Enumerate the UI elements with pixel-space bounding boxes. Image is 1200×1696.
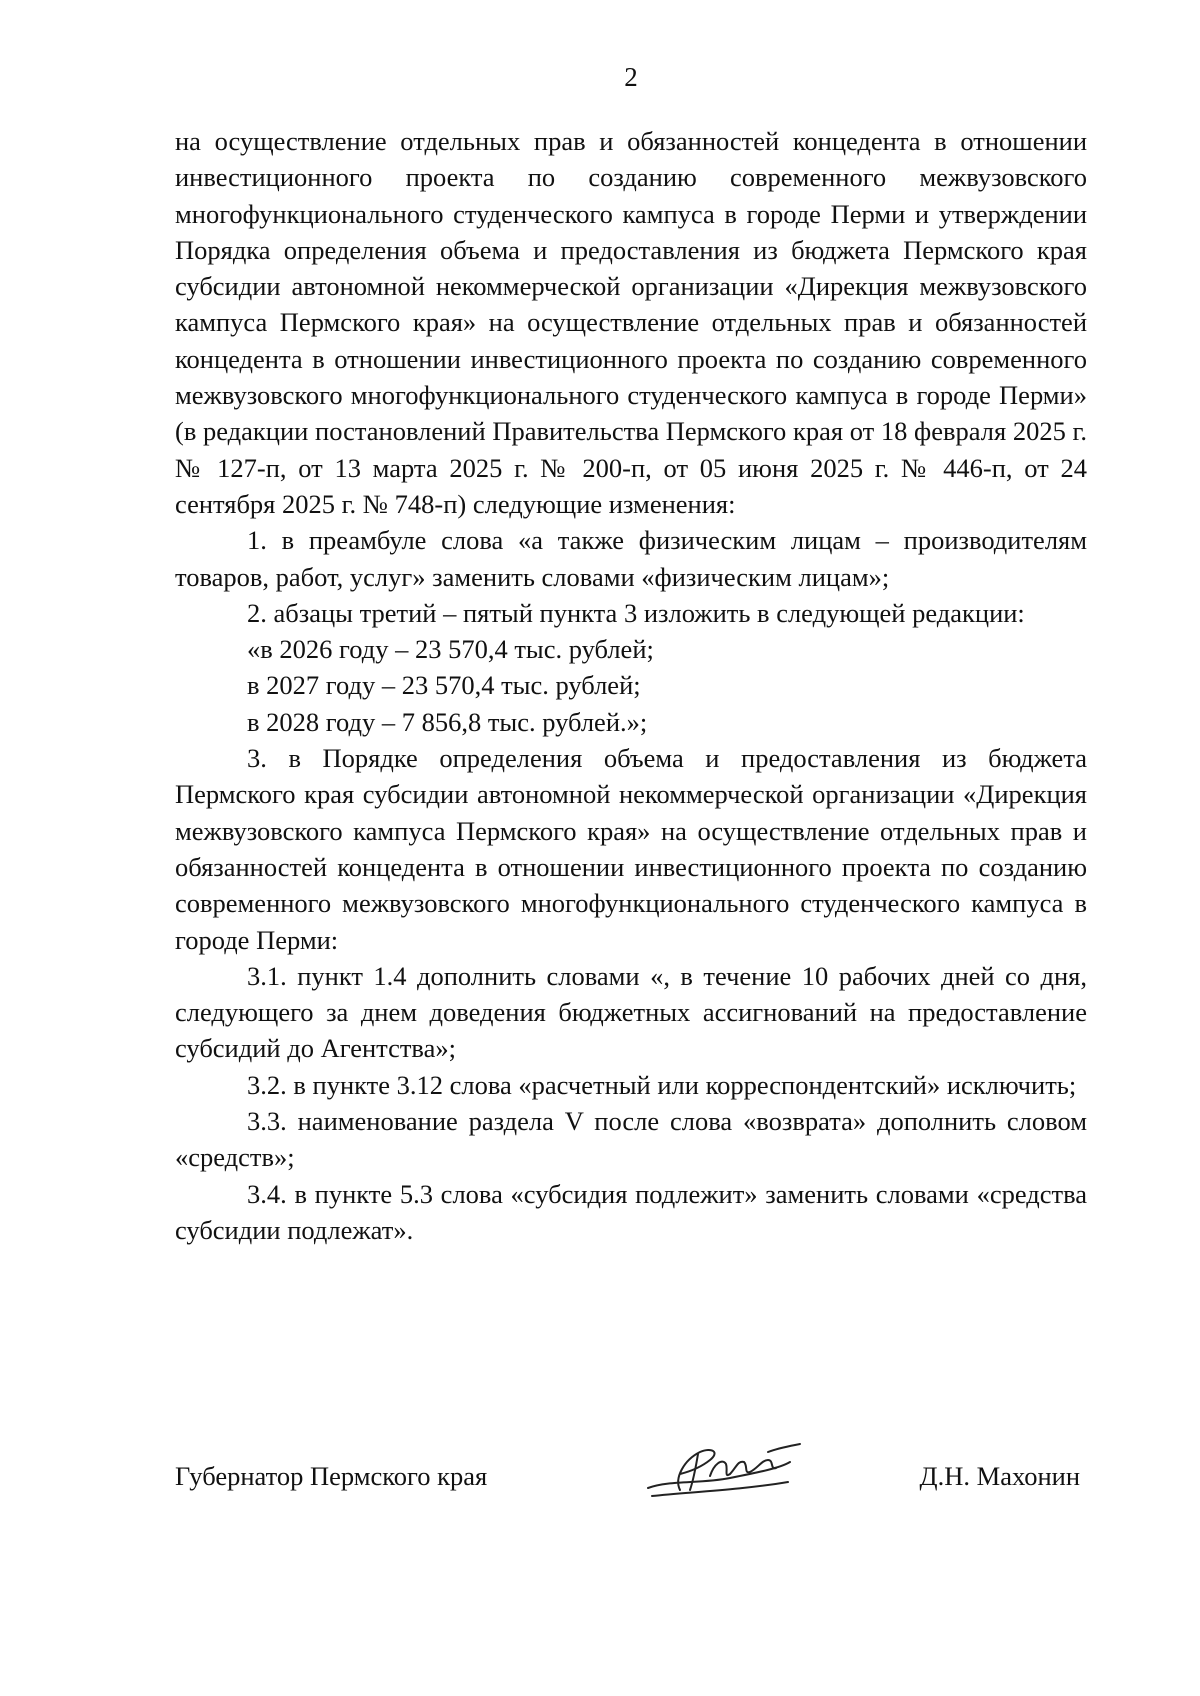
amendment-item-3-2: 3.2. в пункте 3.12 слова «расчетный или корреспондентский» исключить; <box>247 1069 1077 1100</box>
amendment-item-3-3: 3.3. наименование раздела V после слова «возврата» дополнить словом «средств»; <box>175 1106 1087 1173</box>
amendment-item-3: 3. в Порядке определения объема и предоставления из бюджета Пермского края субсидии автономной некоммерческой организации «Дирекция межвузовского кампуса Пермского края» на осуществление отдельных прав и обязанностей концедента в отношении инвестиционного проекта по созданию современного межвузовского многофункционального студенческого кампуса в городе Перми: <box>175 743 1087 955</box>
document-body <box>175 123 1087 1248</box>
amendment-item-2: 2. абзацы третий – пятый пункта 3 изложить в следующей редакции: <box>247 597 1025 628</box>
intro-paragraph: на осуществление отдельных прав и обязанностей концедента в отношении инвестиционного проекта по созданию современного межвузовского многофункционального студенческого кампуса в городе Перми и утверждении Порядка определения объема и предоставления из бюджета Пермского края субсидии автономной некоммерческой организации «Дирекция межвузовского кампуса Пермского края» на осуществление отдельных прав и обязанностей концедента в отношении инвестиционного проекта по созданию современного межвузовского многофункционального студенческого кампуса в городе Перми» (в редакции постановлений Правительства Пермского края от 18 февраля 2025 г. № 127-п, от 13 марта 2025 г. № 200-п, от 05 июня 2025 г. № 446-п, от 24 сентября 2025 г. № 748-п) следующие изменения: <box>175 126 1087 519</box>
amendment-item-2-line-2026: «в 2026 году – 23 570,4 тыс. рублей; <box>247 634 654 665</box>
amendment-item-2-line-2028: в 2028 году – 7 856,8 тыс. рублей.»; <box>247 706 648 737</box>
handwritten-signature <box>640 1438 810 1508</box>
amendment-item-3-4: 3.4. в пункте 5.3 слова «субсидия подлежит» заменить словами «средства субсидии подлежат». <box>175 1178 1087 1245</box>
signatory-name: Д.Н. Махонин <box>919 1461 1080 1491</box>
signatory-position: Губернатор Пермского края <box>175 1461 488 1491</box>
signature-block <box>175 1456 1080 1516</box>
page-number: 2 <box>624 62 638 92</box>
amendment-item-1: 1. в преамбуле слова «а также физическим лицам – производителям товаров, работ, услуг» заменить словами «физическим лицам»; <box>175 525 1087 592</box>
amendment-item-2-line-2027: в 2027 году – 23 570,4 тыс. рублей; <box>247 670 641 701</box>
amendment-item-3-1: 3.1. пункт 1.4 дополнить словами «, в течение 10 рабочих дней со дня, следующего за днем доведения бюджетных ассигнований на предоставление субсидий до Агентства»; <box>175 960 1087 1064</box>
